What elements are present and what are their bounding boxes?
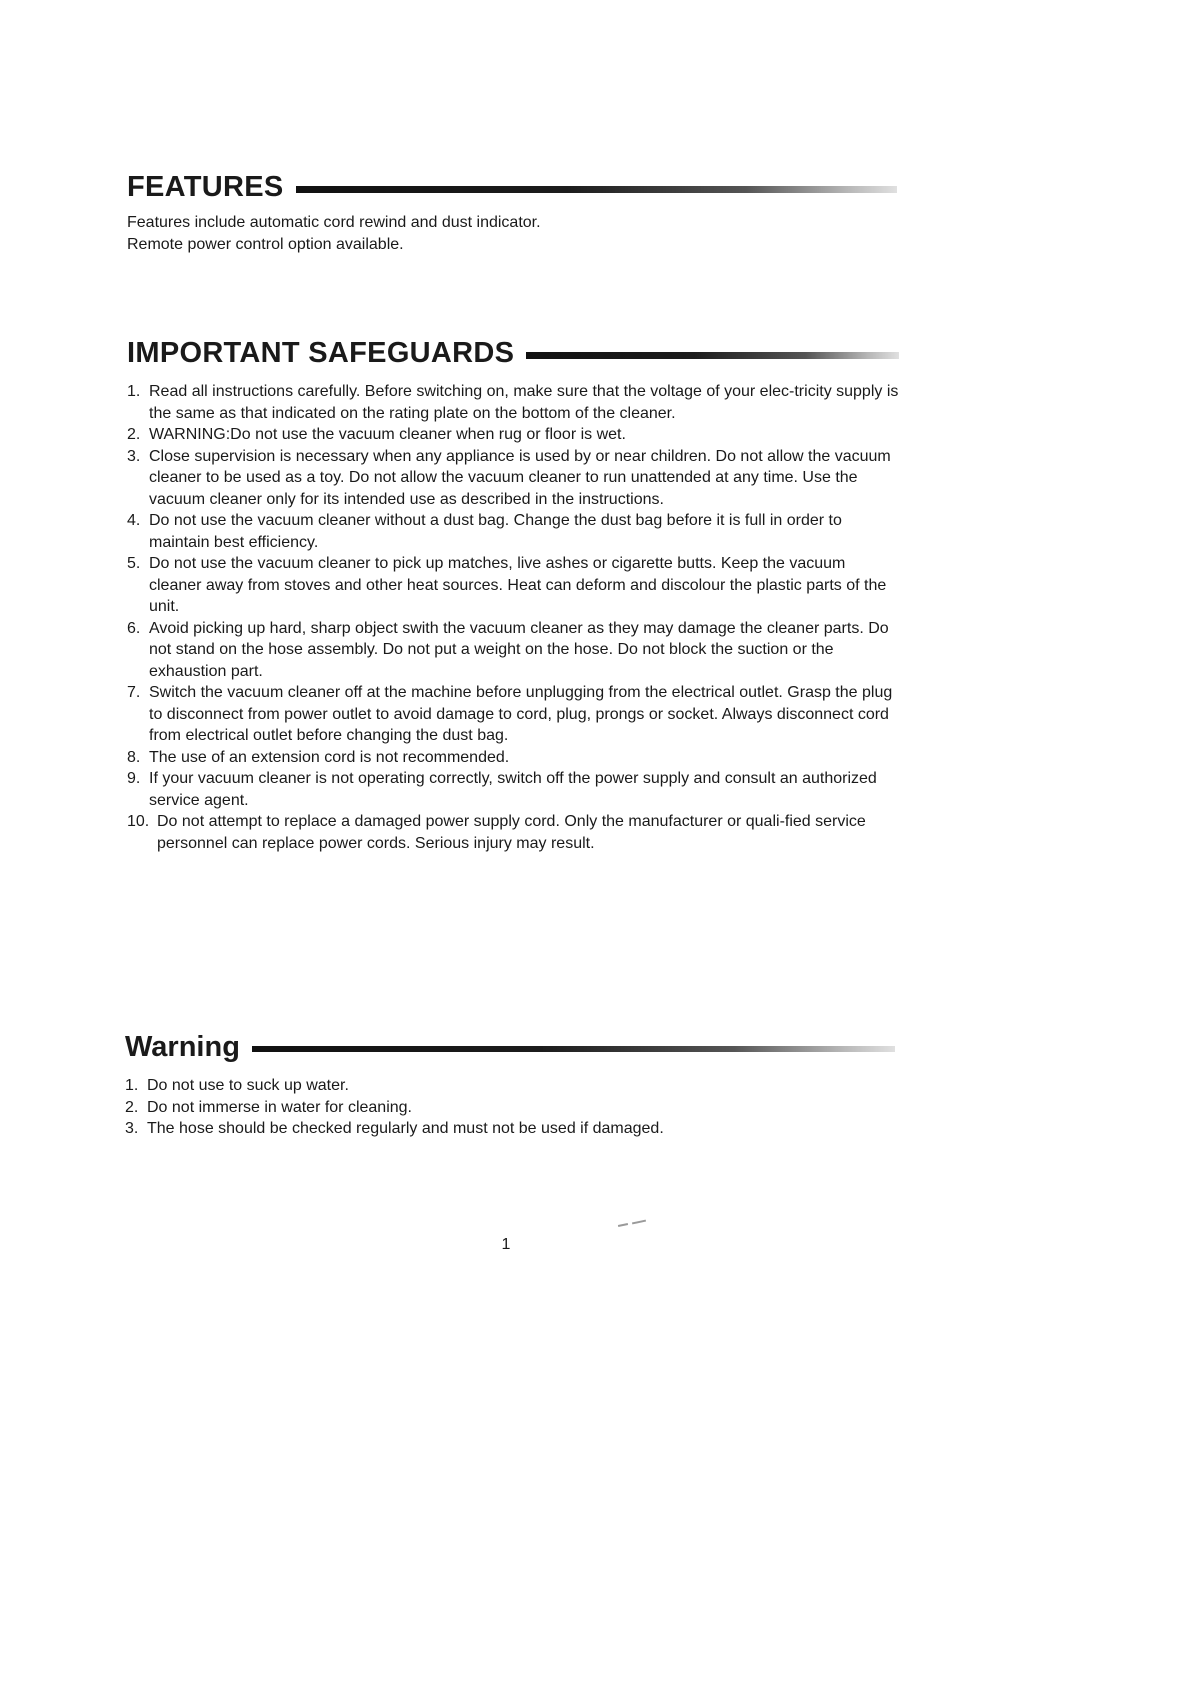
features-header: [127, 166, 897, 208]
list-item: [127, 446, 899, 511]
item-number: 6.: [127, 619, 141, 637]
list-item: [127, 747, 899, 769]
list-item: [127, 553, 899, 618]
item-text: Close supervision is necessary when any appliance is used by or near children. Do not allow the vacuum cleaner to be used as a toy. Do not allow the vacuum cleaner to run unattended at any time. Use the vacuum cleaner only for its intended use as described in the instructions.: [149, 447, 891, 508]
safeguards-header: [127, 332, 899, 374]
page-number: 1: [501, 1236, 511, 1253]
item-number: 2.: [127, 426, 141, 443]
safeguards-section: [127, 332, 899, 854]
list-item: [127, 768, 899, 811]
safeguards-list: [127, 381, 899, 854]
list-item: [127, 618, 899, 683]
list-item: [127, 424, 899, 446]
list-item: [125, 1118, 895, 1140]
item-number: 10.: [127, 813, 150, 830]
warning-list: [125, 1075, 895, 1140]
item-text: Avoid picking up hard, sharp object swith the vacuum cleaner as they may damage the cleaner parts. Do not stand on the hose assembly. Do not put a weight on the hose. Do not block the suction or the exhaustion part.: [149, 619, 889, 680]
features-line: Remote power control option available.: [127, 235, 404, 253]
item-text: Switch the vacuum cleaner off at the machine before unplugging from the electrical outlet. Grasp the plug to disconnect from power outlet to avoid damage to cord, plug, prongs or socket. Always disconnect cord from electrical outlet before changing the dust bag.: [149, 684, 893, 744]
item-number: 2.: [125, 1098, 139, 1116]
item-text: Do not use the vacuum cleaner without a dust bag. Change the dust bag before it is full in order to maintain best efficiency.: [149, 512, 842, 551]
item-number: 3.: [127, 447, 141, 465]
item-number: 9.: [127, 770, 141, 787]
item-text: Do not attempt to replace a damaged power supply cord. Only the manufacturer or quali-fied service personnel can replace power cords. Serious injury may result.: [157, 813, 866, 852]
item-number: 1.: [125, 1077, 139, 1094]
features-title: FEATURES: [127, 170, 284, 203]
item-text: Do not use the vacuum cleaner to pick up matches, live ashes or cigarette butts. Keep the vacuum cleaner away from stoves and other heat sources. Heat can deform and discolour the plastic parts of the unit.: [149, 555, 887, 615]
features-body: [127, 212, 897, 255]
list-item: [125, 1097, 895, 1119]
warning-section: [125, 1026, 895, 1140]
features-section: [127, 166, 897, 255]
list-item: [127, 811, 899, 854]
item-number: 1.: [127, 383, 141, 400]
list-item: [127, 510, 899, 553]
item-number: 8.: [127, 748, 141, 766]
features-line: Features include automatic cord rewind and dust indicator.: [127, 214, 541, 231]
item-text: If your vacuum cleaner is not operating correctly, switch off the power supply and consult an authorized service agent.: [149, 770, 877, 809]
item-text: WARNING:Do not use the vacuum cleaner when rug or floor is wet.: [149, 426, 626, 443]
safeguards-rule: [526, 352, 899, 359]
safeguards-title: IMPORTANT SAFEGUARDS: [127, 336, 515, 369]
item-number: 5.: [127, 555, 141, 572]
scan-speck: [618, 1223, 628, 1227]
list-item: [127, 682, 899, 747]
features-rule: [296, 186, 897, 193]
item-number: 4.: [127, 512, 141, 529]
list-item: [127, 381, 899, 424]
warning-header: [125, 1026, 895, 1068]
item-text: The hose should be checked regularly and must not be used if damaged.: [147, 1120, 664, 1137]
item-number: 7.: [127, 684, 141, 701]
item-text: Do not immerse in water for cleaning.: [147, 1098, 412, 1116]
item-text: Read all instructions carefully. Before switching on, make sure that the voltage of your elec-tricity supply is the same as that indicated on the rating plate on the bottom of the cleaner.: [149, 383, 899, 422]
scan-speck: [632, 1220, 646, 1225]
warning-rule: [252, 1046, 895, 1052]
warning-title: Warning: [125, 1030, 240, 1063]
item-number: 3.: [125, 1120, 139, 1137]
list-item: [125, 1075, 895, 1097]
item-text: Do not use to suck up water.: [147, 1077, 349, 1094]
item-text: The use of an extension cord is not recommended.: [149, 748, 510, 766]
